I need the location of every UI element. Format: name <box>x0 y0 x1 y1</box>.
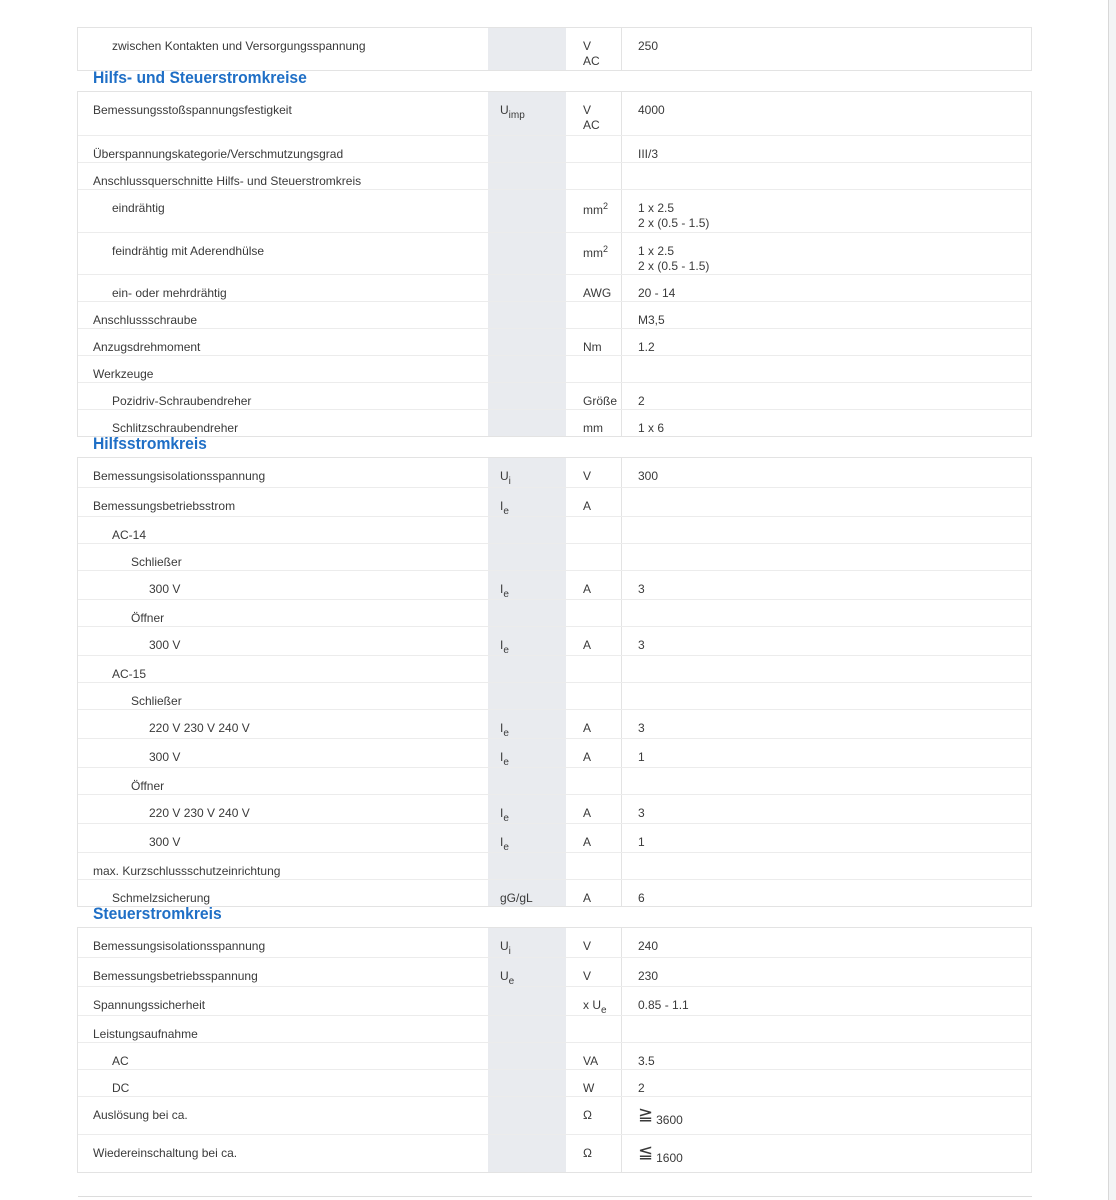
row-unit: A <box>583 750 592 764</box>
row-value: 6 <box>621 880 1031 906</box>
table-row <box>78 458 1031 487</box>
row-value <box>621 853 1031 879</box>
row-label: Anzugsdrehmoment <box>93 340 201 354</box>
row-value: 0.85 - 1.1 <box>621 987 1031 1015</box>
table-top <box>77 27 1032 71</box>
row-symbol <box>488 1043 566 1069</box>
row-value: M3,5 <box>621 302 1031 328</box>
row-unit <box>566 683 621 709</box>
row-symbol <box>488 600 566 626</box>
row-unit <box>566 302 621 328</box>
row-value: 1 <box>621 824 1031 852</box>
row-unit: A <box>583 835 592 849</box>
table-row <box>78 957 1031 986</box>
row-value: 230 <box>621 958 1031 986</box>
row-symbol: $I_e$ <box>488 824 566 852</box>
row-symbol <box>488 163 566 189</box>
table-row <box>78 28 1031 70</box>
row-unit: A <box>583 806 592 820</box>
row-label: AC <box>112 1054 129 1068</box>
row-unit: V AC <box>583 103 600 132</box>
table-row <box>78 301 1031 328</box>
table-row <box>78 487 1031 516</box>
row-value: 250 <box>621 28 1031 70</box>
table-row <box>78 274 1031 301</box>
table-row <box>78 355 1031 382</box>
table-row <box>78 682 1031 709</box>
row-label: AC-15 <box>112 667 147 681</box>
row-label: Anschlussquerschnitte Hilfs- und Steuerstromkreis <box>93 174 362 188</box>
row-unit <box>566 768 621 794</box>
row-symbol: $I_e$ <box>488 571 566 599</box>
row-value <box>621 517 1031 543</box>
row-value: 240 <box>621 928 1031 957</box>
row-symbol <box>488 136 566 162</box>
table-row <box>78 1096 1031 1134</box>
row-label: Bemessungsbetriebsspannung <box>93 969 258 983</box>
row-unit: A <box>583 499 592 513</box>
row-value: 3 <box>621 795 1031 823</box>
row-label: Bemessungsbetriebsstrom <box>93 499 236 513</box>
row-symbol <box>488 517 566 543</box>
row-symbol: $U_e$ <box>488 958 566 986</box>
row-label: Leistungsaufnahme <box>93 1027 198 1041</box>
row-label: 300 V <box>149 638 181 652</box>
row-label: Schließer <box>131 694 182 708</box>
row-unit: A <box>583 582 592 596</box>
table-row <box>78 92 1031 135</box>
row-unit <box>566 544 621 570</box>
row-symbol <box>488 233 566 274</box>
table-steuerstromkreis <box>77 927 1032 1173</box>
row-unit: VA <box>583 1054 599 1068</box>
row-symbol <box>488 190 566 232</box>
table-row <box>78 655 1031 682</box>
row-label: Überspannungskategorie/Verschmutzungsgrad <box>93 147 344 161</box>
table-row <box>78 162 1031 189</box>
row-value <box>621 163 1031 189</box>
row-symbol <box>488 356 566 382</box>
table-row <box>78 986 1031 1015</box>
section-title: Hilfs- und Steuerstromkreise <box>93 68 307 87</box>
row-unit: Ω <box>583 1146 592 1160</box>
row-unit: Nm <box>583 340 602 354</box>
row-value <box>621 1016 1031 1042</box>
row-symbol <box>488 1135 566 1172</box>
row-label: DC <box>112 1081 130 1095</box>
row-unit <box>566 853 621 879</box>
less-equal-icon: ≦ <box>638 1142 654 1162</box>
row-value: 1 x 2.5 2 x (0.5 - 1.5) <box>621 190 1031 232</box>
row-unit: V <box>583 969 592 983</box>
row-unit: $mm^2$ <box>583 244 609 260</box>
row-label: Spannungssicherheit <box>93 998 206 1012</box>
row-label: Auslösung bei ca. <box>93 1108 188 1122</box>
greater-equal-icon: ≧ <box>638 1104 654 1124</box>
row-value <box>621 656 1031 682</box>
row-unit: V <box>583 469 592 483</box>
row-unit: W <box>583 1081 595 1095</box>
row-label: 300 V <box>149 750 181 764</box>
row-value: ≦ 1600 <box>621 1135 1031 1172</box>
row-label: feindrähtig mit Aderendhülse <box>112 244 265 258</box>
row-label: Öffner <box>131 779 165 793</box>
row-symbol: $I_e$ <box>488 795 566 823</box>
row-symbol <box>488 656 566 682</box>
row-label: zwischen Kontakten und Versorgungsspannung <box>112 39 366 53</box>
row-symbol <box>488 768 566 794</box>
row-value: 3 <box>621 627 1031 655</box>
row-symbol <box>488 1097 566 1134</box>
row-symbol: $U_i$ <box>488 928 566 957</box>
row-symbol: gG/gL <box>488 880 566 906</box>
row-value: 2 <box>621 1070 1031 1096</box>
row-unit: AWG <box>583 286 612 300</box>
row-unit <box>566 163 621 189</box>
row-value: 4000 <box>621 92 1031 135</box>
table-row <box>78 709 1031 738</box>
row-label: Bemessungsisolationsspannung <box>93 939 266 953</box>
row-value: 300 <box>621 458 1031 487</box>
table-row <box>78 599 1031 626</box>
row-symbol: $I_e$ <box>488 710 566 738</box>
row-unit: $mm^2$ <box>583 201 609 217</box>
divider <box>78 1196 1032 1197</box>
table-row <box>78 1134 1031 1172</box>
table-row <box>78 626 1031 655</box>
row-symbol <box>488 1016 566 1042</box>
row-label: Schmelzsicherung <box>112 891 211 905</box>
row-symbol: $U_{imp}$ <box>488 92 566 135</box>
row-value: 1 x 6 <box>621 410 1031 436</box>
row-symbol <box>488 987 566 1015</box>
row-label: Anschlussschraube <box>93 313 198 327</box>
section-title: Hilfsstromkreis <box>93 434 207 453</box>
row-symbol <box>488 329 566 355</box>
row-unit <box>566 517 621 543</box>
row-symbol <box>488 544 566 570</box>
table-row <box>78 570 1031 599</box>
row-value: III/3 <box>621 136 1031 162</box>
row-symbol: $U_i$ <box>488 458 566 487</box>
row-value: ≧ 3600 <box>621 1097 1031 1134</box>
row-value <box>621 683 1031 709</box>
row-label: Schlitzschraubendreher <box>112 421 239 435</box>
row-unit <box>566 656 621 682</box>
row-label: AC-14 <box>112 528 147 542</box>
table-hilfsstromkreis <box>77 457 1032 907</box>
row-label: Werkzeuge <box>93 367 154 381</box>
row-unit: V <box>583 939 592 953</box>
row-symbol <box>488 853 566 879</box>
row-symbol <box>488 302 566 328</box>
row-unit <box>566 136 621 162</box>
row-value <box>621 356 1031 382</box>
row-unit: x $U_e$ <box>583 998 607 1016</box>
row-label: Bemessungsisolationsspannung <box>93 469 266 483</box>
table-row <box>78 794 1031 823</box>
table-row <box>78 328 1031 355</box>
row-label: Pozidriv-Schraubendreher <box>112 394 252 408</box>
row-value <box>621 544 1031 570</box>
row-label: ein- oder mehrdrähtig <box>112 286 227 300</box>
row-unit: mm <box>583 421 603 435</box>
row-value: 20 - 14 <box>621 275 1031 301</box>
row-symbol <box>488 28 566 70</box>
row-label: max. Kurzschlussschutzeinrichtung <box>93 864 281 878</box>
row-symbol <box>488 683 566 709</box>
table-row <box>78 879 1031 906</box>
row-value: 2 <box>621 383 1031 409</box>
row-unit: V AC <box>583 39 600 68</box>
row-label: Schließer <box>131 555 182 569</box>
section-title: Steuerstromkreis <box>93 904 222 923</box>
table-row <box>78 382 1031 409</box>
row-label: 300 V <box>149 835 181 849</box>
table-row <box>78 135 1031 162</box>
table-row <box>78 516 1031 543</box>
row-symbol <box>488 275 566 301</box>
table-row <box>78 409 1031 436</box>
row-symbol <box>488 1070 566 1096</box>
table-row <box>78 189 1031 232</box>
row-label: Wiedereinschaltung bei ca. <box>93 1146 238 1160</box>
row-label: 300 V <box>149 582 181 596</box>
table-row <box>78 232 1031 274</box>
row-value: 1 <box>621 739 1031 767</box>
row-label: eindrähtig <box>112 201 165 215</box>
table-row <box>78 823 1031 852</box>
row-label: Bemessungsstoßspannungsfestigkeit <box>93 103 292 117</box>
table-row <box>78 738 1031 767</box>
table-row <box>78 852 1031 879</box>
row-symbol <box>488 410 566 436</box>
row-unit <box>566 1016 621 1042</box>
row-symbol: $I_e$ <box>488 488 566 516</box>
row-unit: Größe <box>583 394 618 408</box>
row-unit: A <box>583 638 592 652</box>
row-value: 3.5 <box>621 1043 1031 1069</box>
row-symbol <box>488 383 566 409</box>
table-row <box>78 1042 1031 1069</box>
row-unit <box>566 356 621 382</box>
row-value <box>621 488 1031 516</box>
table-row <box>78 1069 1031 1096</box>
row-symbol: $I_e$ <box>488 739 566 767</box>
table-row <box>78 543 1031 570</box>
row-unit: A <box>583 721 592 735</box>
row-unit: A <box>583 891 592 905</box>
row-symbol: $I_e$ <box>488 627 566 655</box>
row-value: 3 <box>621 571 1031 599</box>
row-value: 1.2 <box>621 329 1031 355</box>
table-row <box>78 767 1031 794</box>
window-edge <box>1108 0 1116 1200</box>
table-hilfs-steuer <box>77 91 1032 437</box>
row-value: 3 <box>621 710 1031 738</box>
row-label: Öffner <box>131 611 165 625</box>
row-label: 220 V 230 V 240 V <box>149 721 250 735</box>
row-label: 220 V 230 V 240 V <box>149 806 250 820</box>
table-row <box>78 928 1031 957</box>
table-row <box>78 1015 1031 1042</box>
row-value <box>621 768 1031 794</box>
row-value: 1 x 2.5 2 x (0.5 - 1.5) <box>621 233 1031 274</box>
row-unit <box>566 600 621 626</box>
row-value <box>621 600 1031 626</box>
row-unit: Ω <box>583 1108 592 1122</box>
